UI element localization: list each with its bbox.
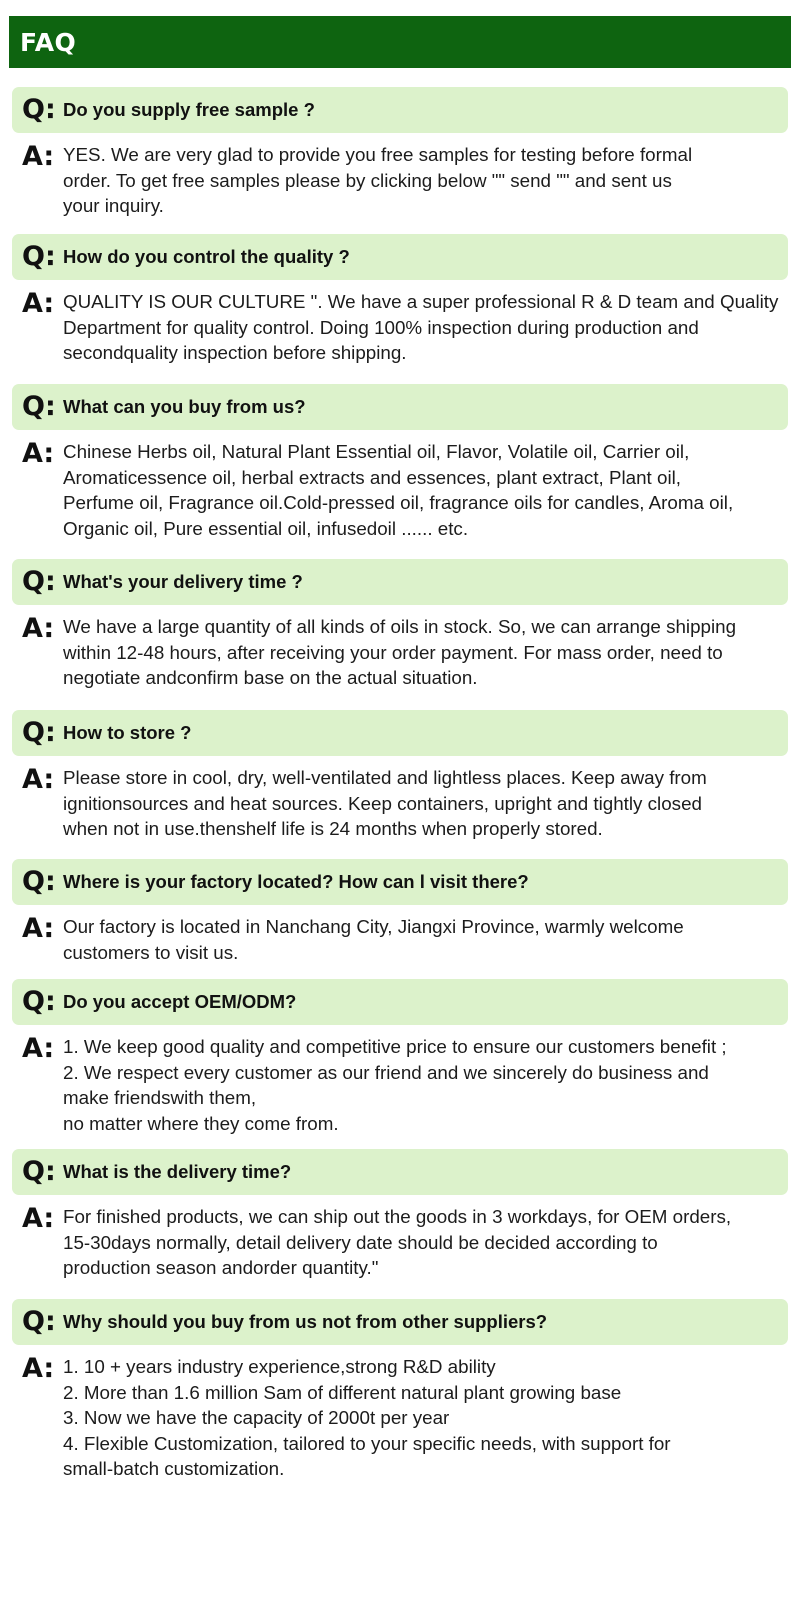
a-label: A:: [22, 1353, 55, 1384]
answer-text: YES. We are very glad to provide you free samples for testing before formal order. To get free samples please by clicking below "" send "" and sent us your inquiry.: [63, 144, 693, 216]
question-text: What can you buy from us?: [63, 396, 306, 417]
question-text: How to store ?: [63, 722, 192, 743]
question-bar: [12, 559, 788, 605]
question-text: Do you accept OEM/ODM?: [63, 991, 297, 1012]
question-text: What is the delivery time?: [63, 1161, 292, 1182]
answer-text: 1. 10 + years industry experience,strong R&D ability 2. More than 1.6 million Sam of different natural plant growing base 3. Now we have the capacity of 2000t per year 4. Flexible Customization, tailored to your specific needs, with support for small-batch customization.: [63, 1356, 671, 1479]
question-bar: [12, 384, 788, 430]
a-label: A:: [22, 613, 55, 644]
question-text: How do you control the quality ?: [63, 246, 350, 267]
a-label: A:: [22, 141, 55, 172]
question-text: Why should you buy from us not from other suppliers?: [63, 1311, 548, 1332]
question-text: Where is your factory located? How can l visit there?: [63, 871, 529, 892]
q-label: Q:: [22, 391, 56, 422]
question-text: Do you supply free sample ?: [63, 99, 315, 120]
question-bar: [12, 1299, 788, 1345]
question-bar: [12, 979, 788, 1025]
q-label: Q:: [22, 94, 56, 125]
question-bar: [12, 859, 788, 905]
answer-text: Chinese Herbs oil, Natural Plant Essential oil, Flavor, Volatile oil, Carrier oil, Aromaticessence oil, herbal extracts and essences, plant extract, Plant oil, Perfume oil, Fragrance oil.Cold-pressed oil, fragrance oils for candles, Aroma oil, Organic oil, Pure essential oil, infusedoil ...... etc.: [63, 441, 734, 539]
q-label: Q:: [22, 1156, 56, 1187]
answer-text: We have a large quantity of all kinds of oils in stock. So, we can arrange shipping within 12-48 hours, after receiving your order payment. For mass order, need to negotiate andconfirm base on the actual situation.: [63, 616, 737, 688]
faq-header: [9, 16, 791, 68]
a-label: A:: [22, 913, 55, 944]
a-label: A:: [22, 1033, 55, 1064]
q-label: Q:: [22, 866, 56, 897]
q-label: Q:: [22, 986, 56, 1017]
answer-text: QUALITY IS OUR CULTURE ". We have a super professional R & D team and Quality Department for quality control. Doing 100% inspection during production and secondquality inspection before shipping.: [63, 291, 779, 363]
answer-text: Our factory is located in Nanchang City, Jiangxi Province, warmly welcome customers to visit us.: [63, 916, 684, 963]
faq-title: FAQ: [20, 27, 77, 57]
question-bar: [12, 710, 788, 756]
question-bar: [12, 1149, 788, 1195]
a-label: A:: [22, 438, 55, 469]
a-label: A:: [22, 288, 55, 319]
a-label: A:: [22, 1203, 55, 1234]
a-label: A:: [22, 764, 55, 795]
question-bar: [12, 87, 788, 133]
answer-text: For finished products, we can ship out the goods in 3 workdays, for OEM orders, 15-30days normally, detail delivery date should be decided according to production season andorder quantity.": [63, 1206, 732, 1278]
q-label: Q:: [22, 566, 56, 597]
q-label: Q:: [22, 241, 56, 272]
question-text: What's your delivery time ?: [63, 571, 303, 592]
question-bar: [12, 234, 788, 280]
answer-text: 1. We keep good quality and competitive price to ensure our customers benefit ; 2. We respect every customer as our friend and we sincerely do business and make friendswith them, no matter where they come from.: [63, 1036, 727, 1134]
answer-text: Please store in cool, dry, well-ventilated and lightless places. Keep away from ignitionsources and heat sources. Keep containers, upright and tightly closed when not in use.thenshelf life is 24 months when properly stored.: [63, 767, 707, 839]
q-label: Q:: [22, 717, 56, 748]
q-label: Q:: [22, 1306, 56, 1337]
